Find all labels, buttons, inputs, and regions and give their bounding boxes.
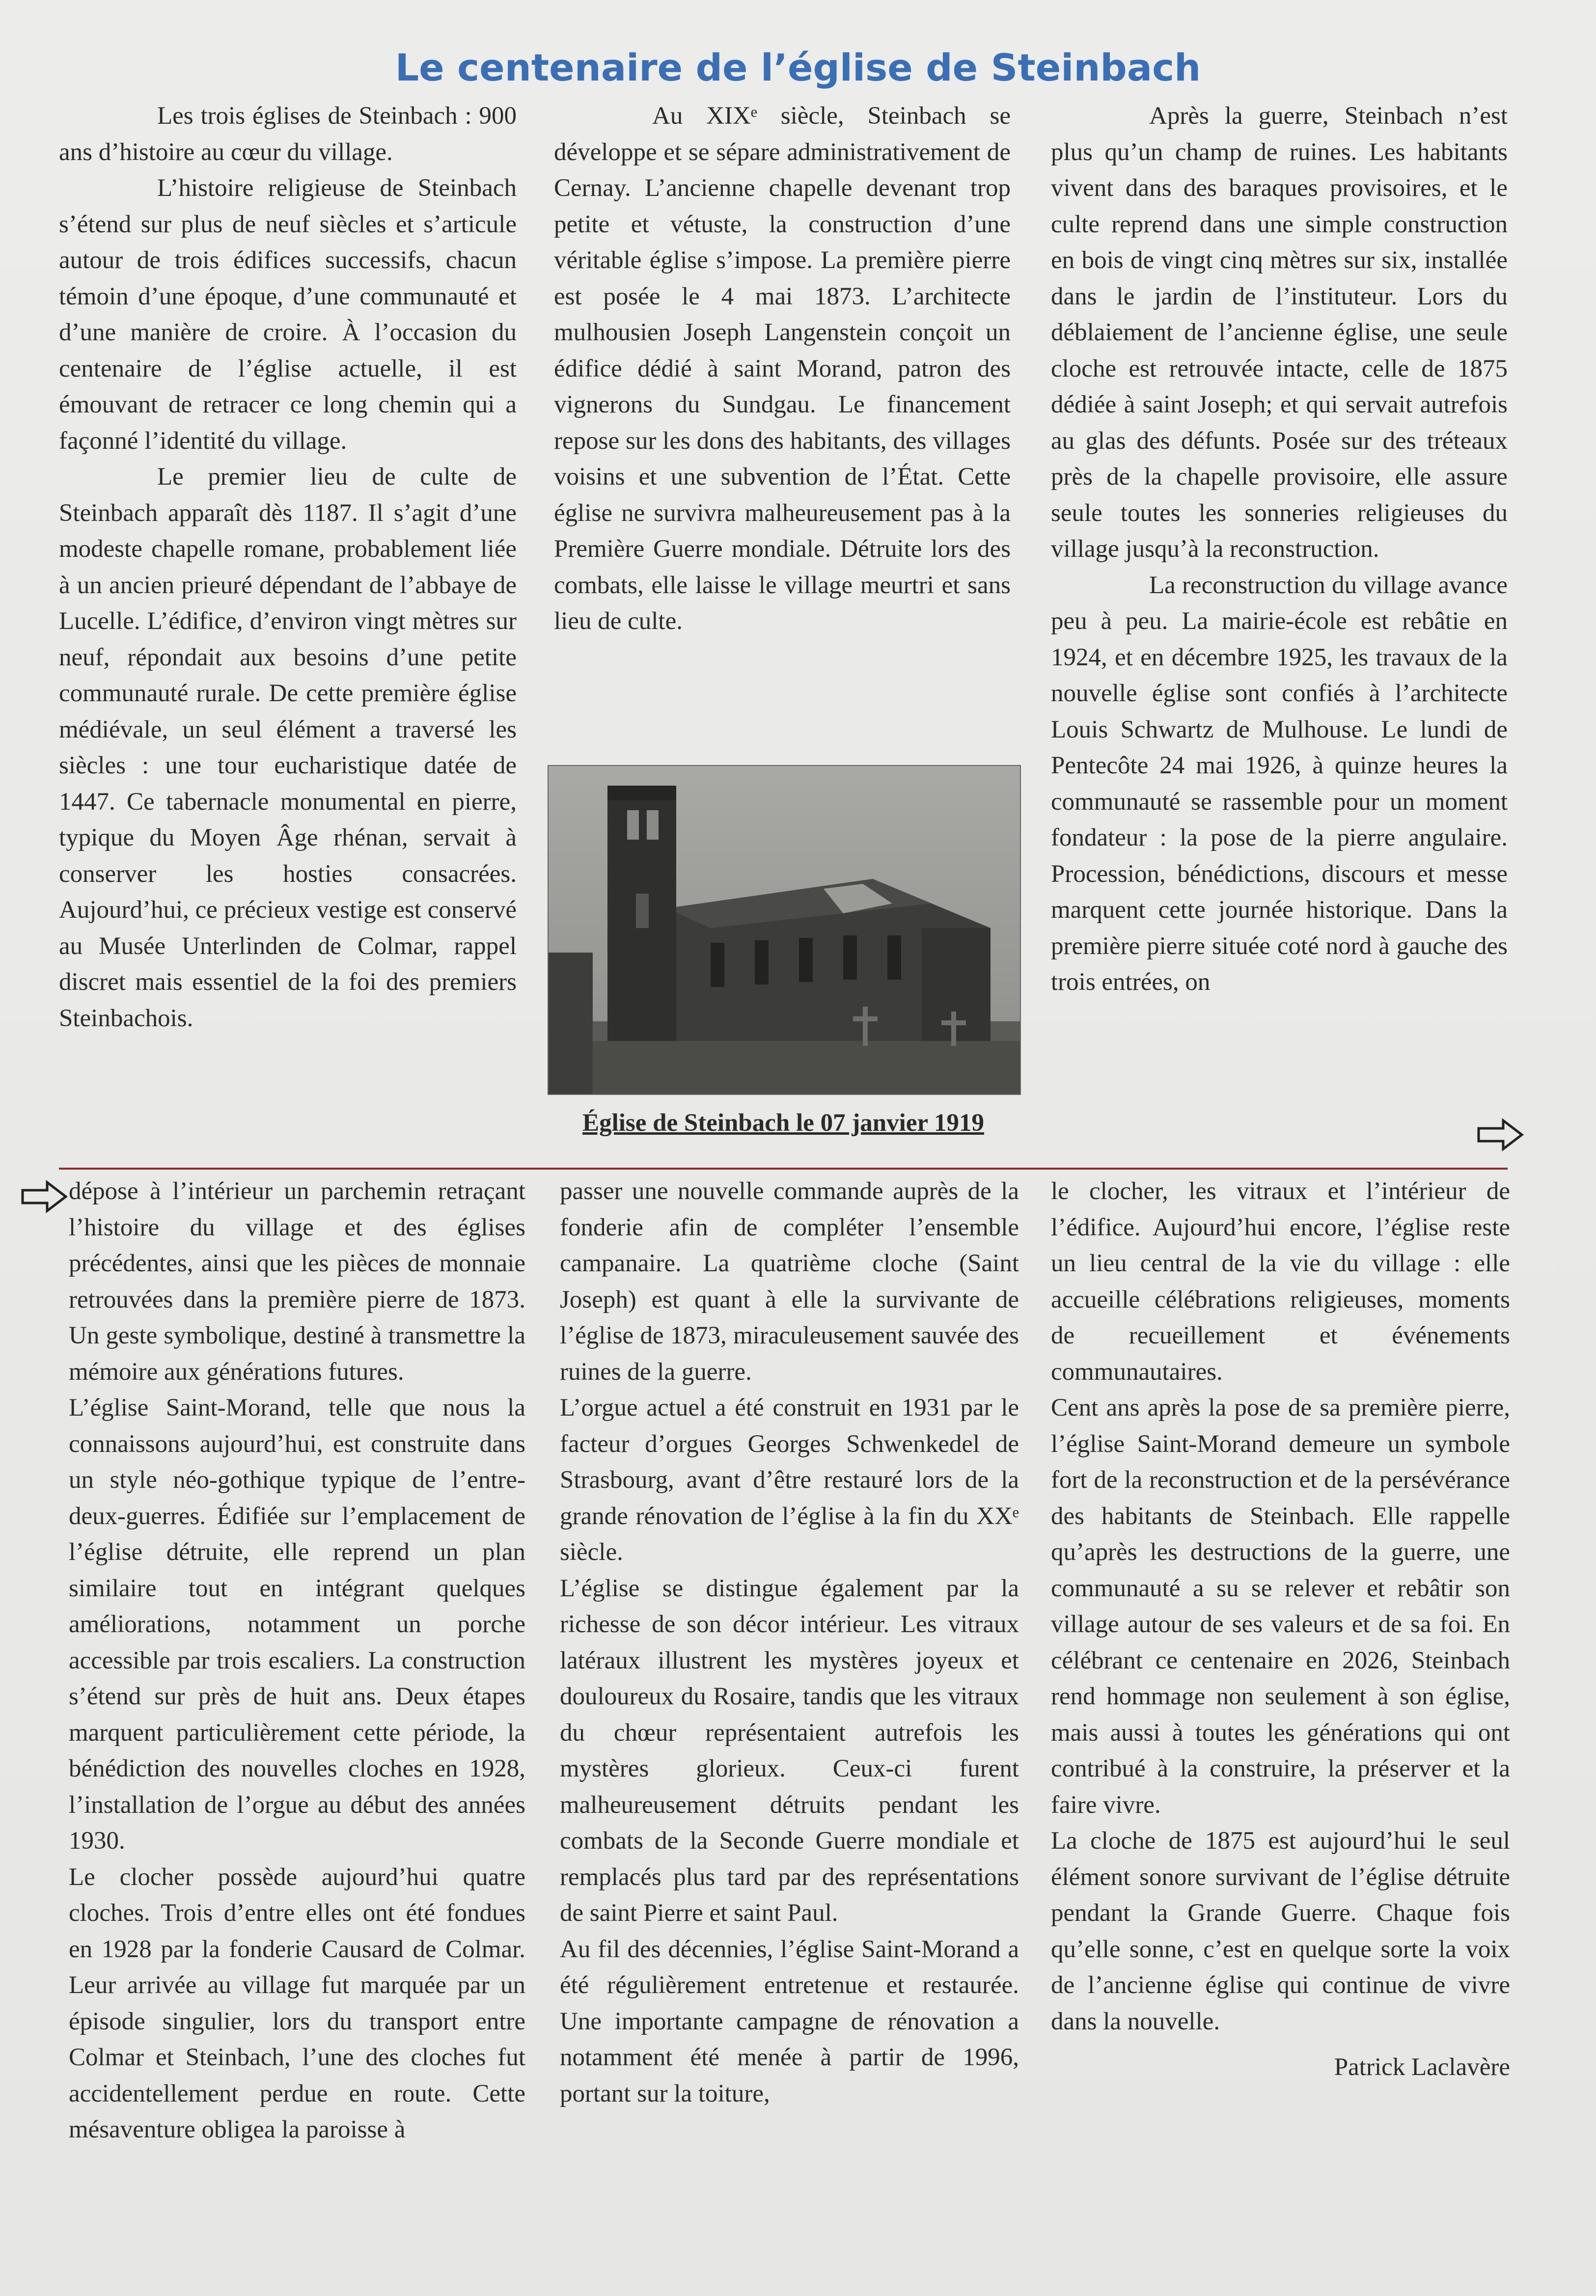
article-title: Le centenaire de l’église de Steinbach (395, 46, 1201, 89)
paragraph: Au XIXᵉ siècle, Steinbach se développe et se sépare administrativement de Cernay. L’ancienne chapelle devenant trop petite et vétuste, la construction d’une véritable église s’impose. La première pierre est posée le 4 mai 1873. L’architecte mulhousien Joseph Langenstein conçoit un édifice dédié à saint Morand, patron des vignerons du Sundgau. Le financement repose sur les dons des habitants, des villages voisins et une subvention de l’État. Cette église ne survivra malheureusement pas à la Première Guerre mondiale. Détruite lors des combats, elle laisse le village meurtri et sans lieu de culte. (554, 102, 1011, 635)
section-divider (59, 1168, 1508, 1170)
paragraph: Après la guerre, Steinbach n’est plus qu’un champ de ruines. Les habitants vivent dans des baraques provisoires, et le culte reprend dans une simple construction en bois de vingt cinq mètres sur six, installée dans le jardin de l’instituteur. Lors du déblaiement de l’ancienne église, une seule cloche est retrouvée intacte, celle de 1875 dédiée à saint Joseph; et qui servait autrefois au glas des défunts. Posée sur des tréteaux près de la chapelle provisoire, elle assure seule toutes les sonneries religieuses du village jusqu’à la reconstruction. (1051, 102, 1508, 563)
column-3 (1051, 98, 1508, 1001)
column-2 (554, 98, 1011, 640)
paragraph: le clocher, les vitraux et l’intérieur de l’édifice. Aujourd’hui encore, l’église reste un lieu central de la vie du village : elle accueille célébrations religieuses, moments de recueillement et événements communautaires. (1051, 1177, 1510, 1386)
right-arrow-icon (1476, 1118, 1525, 1152)
paragraph: Cent ans après la pose de sa première pierre, l’église Saint-Morand demeure un symbole fort de la reconstruction et de la persévérance des habitants de Steinbach. Elle rappelle qu’après les destructions de la guerre, une communauté a su se relever et rebâtir son village autour de ses valeurs et de sa foi. En célébrant ce centenaire en 2026, Steinbach rend hommage non seulement à son église, mais aussi à toutes les générations qui ont contribué à la construire, la préserver et la faire vivre. (1051, 1394, 1510, 1819)
column-6 (1051, 1174, 1510, 2086)
church-ruins-photo (548, 765, 1021, 1095)
paragraph: L’église se distingue également par la richesse de son décor intérieur. Les vitraux latéraux illustrent les mystères joyeux et douloureux du Rosaire, tandis que les vitraux du chœur représentaient autrefois les mystères glorieux. Ceux-ci furent malheureusement détruits pendant les combats de la Seconde Guerre mondiale et remplacés plus tard par des représentations de saint Pierre et saint Paul. (560, 1574, 1019, 1927)
paragraph: L’orgue actuel a été construit en 1931 par le facteur d’orgues Georges Schwenkedel de Strasbourg, avant d’être restauré lors de la grande rénovation de l’église à la fin du XXᵉ siècle. (560, 1394, 1019, 1566)
paragraph: L’église Saint-Morand, telle que nous la connaissons aujourd’hui, est construite dans un style néo-gothique typique de l’entre-deux-guerres. Édifiée sur l’emplacement de l’église détruite, elle reprend un plan similaire tout en intégrant quelques améliorations, notamment un porche accessible par trois escaliers. La construction s’étend sur près de huit ans. Deux étapes marquent particulièrement cette période, la bénédiction des nouvelles cloches en 1928, l’installation de l’orgue au début des années 1930. (69, 1394, 525, 1855)
author-signature: Patrick Laclavère (1334, 2053, 1510, 2081)
paragraph: L’histoire religieuse de Steinbach s’étend sur plus de neuf siècles et s’articule autour de trois édifices successifs, chacun témoin d’une époque, d’une communauté et d’une manière de croire. À l’occasion du centenaire de l’église actuelle, il est émouvant de retracer ce long chemin qui a façonné l’identité du village. (59, 174, 517, 455)
paragraph: passer une nouvelle commande auprès de la fonderie afin de compléter l’ensemble campanaire. La quatrième cloche (Saint Joseph) est quant à elle la survivante de l’église de 1873, miraculeusement sauvée des ruines de la guerre. (560, 1177, 1019, 1386)
column-4 (69, 1174, 525, 2148)
paragraph: Le clocher possède aujourd’hui quatre cloches. Trois d’entre elles ont été fondues en 1928 par la fonderie Causard de Colmar. Leur arrivée au village fut marquée par un épisode singulier, lors du transport entre Colmar et Steinbach, l’une des cloches fut accidentellement perdue en route. Cette mésaventure obligea la paroisse à (69, 1863, 525, 2143)
column-1 (59, 98, 517, 1037)
paragraph: La reconstruction du village avance peu à peu. La mairie-école est rebâtie en 1924, et en décembre 1925, les travaux de la nouvelle église sont confiés à l’architecte Louis Schwartz de Mulhouse. Le lundi de Pentecôte 24 mai 1926, à quinze heures la communauté se rassemble pour un moment fondateur : la pose de la pierre angulaire. Procession, bénédictions, discours et messe marquent cette journée historique. Dans la première pierre située coté nord à gauche des trois entrées, on (1051, 571, 1508, 996)
photo-caption: Église de Steinbach le 07 janvier 1919 (582, 1109, 984, 1137)
column-5 (560, 1174, 1019, 2112)
right-arrow-icon (20, 1179, 69, 1214)
paragraph: Le premier lieu de culte de Steinbach apparaît dès 1187. Il s’agit d’une modeste chapelle romane, probablement liée à un ancien prieuré dépendant de l’abbaye de Lucelle. L’édifice, d’environ vingt mètres sur neuf, répondait aux besoins d’une petite communauté rurale. De cette première église médiévale, un seul élément a traversé les siècles : une tour eucharistique datée de 1447. Ce tabernacle monumental en pierre, typique du Moyen Âge rhénan, servait à conserver les hosties consacrées. Aujourd’hui, ce précieux vestige est conservé au Musée Unterlinden de Colmar, rappel discret mais essentiel de la foi des premiers Steinbachois. (59, 463, 517, 1032)
paragraph: dépose à l’intérieur un parchemin retraçant l’histoire du village et des églises précédentes, ainsi que les pièces de monnaie retrouvées dans la première pierre de 1873. Un geste symbolique, destiné à transmettre la mémoire aux générations futures. (69, 1177, 525, 1386)
paragraph: La cloche de 1875 est aujourd’hui le seul élément sonore survivant de l’église détruite pendant la Grande Guerre. Chaque fois qu’elle sonne, c’est en quelque sorte la voix de l’ancienne église qui continue de vivre dans la nouvelle. (1051, 1827, 1510, 2035)
paragraph: Les trois églises de Steinbach : 900 ans d’histoire au cœur du village. (59, 102, 517, 166)
paragraph: Au fil des décennies, l’église Saint-Morand a été régulièrement entretenue et restaurée. Une importante campagne de rénovation a notamment été menée à partir de 1996, portant sur la toiture, (560, 1935, 1019, 2107)
